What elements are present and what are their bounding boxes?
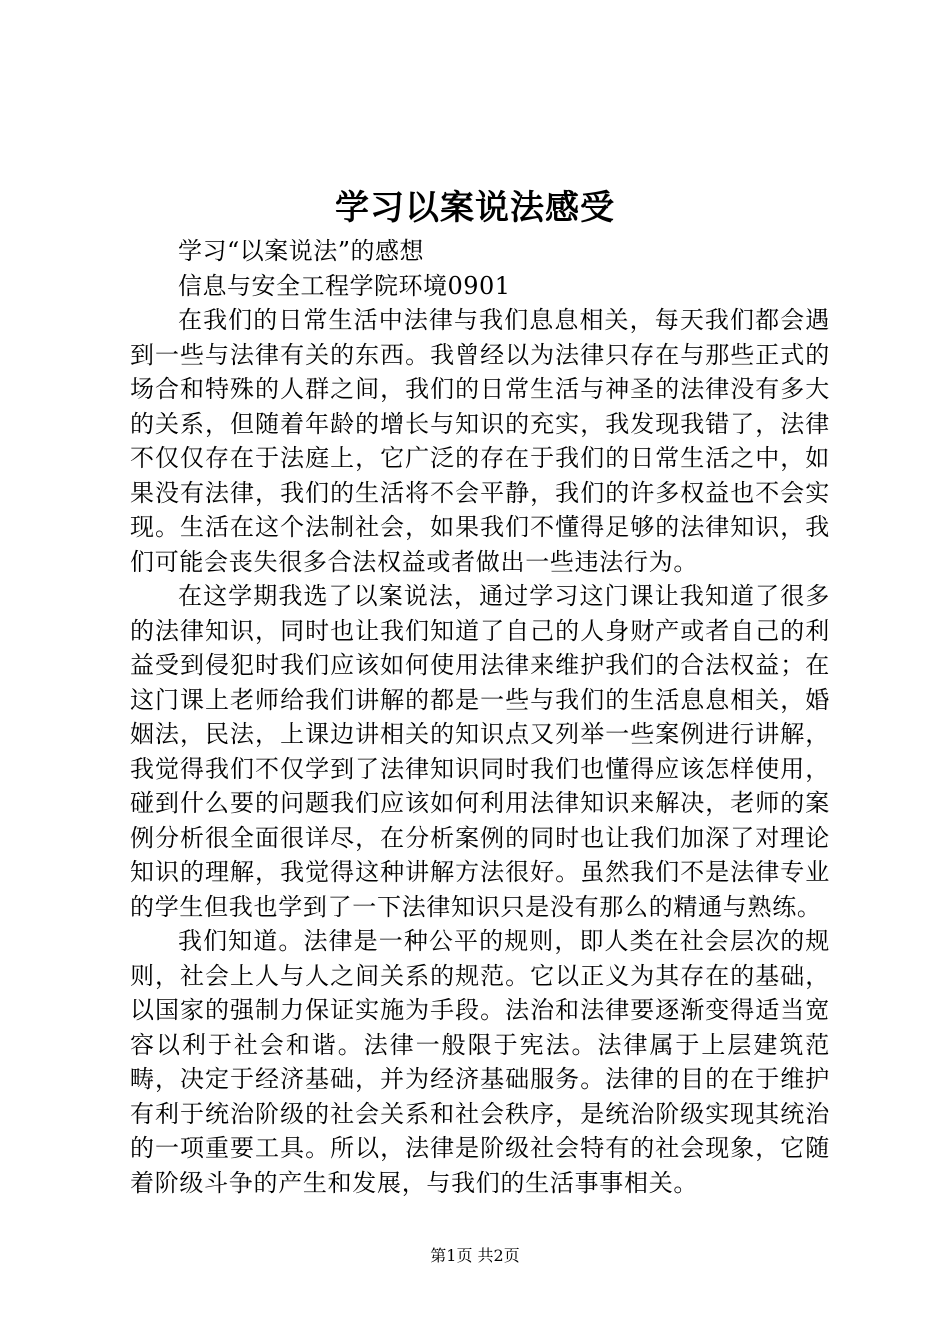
page-title: 学习以案说法感受 — [335, 188, 615, 228]
paragraph-2: 在这学期我选了以案说法，通过学习这门课让我知道了很多的法律知识，同时也让我们知道了自己的人身财产或者自己的利益受到侵犯时我们应该如何使用法律来维护我们的合法权益；在这门课上老师给我们讲解的都是一些与我们的生活息息相关，婚姻法，民法，上课边讲相关的知识点又列举一些案例进行讲解，我觉得我们不仅学到了法律知识同时我们也懂得应该怎样使用，碰到什么要的问题我们应该如何利用法律知识来解决，老师的案例分析很全面很详尽，在分析案例的同时也让我们加深了对理论知识的理解，我觉得这种讲解方法很好。虽然我们不是法律专业的学生但我也学到了一下法律知识只是没有那么的精通与熟练。 — [130, 582, 830, 921]
author-line: 信息与安全工程学院环境0901 — [178, 271, 511, 300]
page-footer: 第1页 共2页 — [430, 1246, 520, 1265]
document-subtitle: 学习“以案说法”的感想 — [178, 237, 425, 265]
document-body — [130, 234, 830, 1200]
paragraph-3: 我们知道。法律是一种公平的规则，即人类在社会层次的规则，社会上人与人之间关系的规范。它以正义为其存在的基础，以国家的强制力保证实施为手段。法治和法律要逐渐变得适当宽容以利于社会和谐。法律一般限于宪法。法律属于上层建筑范畴，决定于经济基础，并为经济基础服务。法律的目的在于维护有利于统治阶级的社会关系和社会秩序，是统治阶级实现其统治的一项重要工具。所以，法律是阶级社会特有的社会现象，它随着阶级斗争的产生和发展，与我们的生活事事相关。 — [130, 927, 830, 1197]
paragraph-1: 在我们的日常生活中法律与我们息息相关，每天我们都会遇到一些与法律有关的东西。我曾经以为法律只存在与那些正式的场合和特殊的人群之间，我们的日常生活与神圣的法律没有多大的关系，但随着年龄的增长与知识的充实，我发现我错了，法律不仅仅存在于法庭上，它广泛的存在于我们的日常生活之中，如果没有法律，我们的生活将不会平静，我们的许多权益也不会实现。生活在这个法制社会，如果我们不懂得足够的法律知识，我们可能会丧失很多合法权益或者做出一些违法行为。 — [130, 306, 830, 576]
